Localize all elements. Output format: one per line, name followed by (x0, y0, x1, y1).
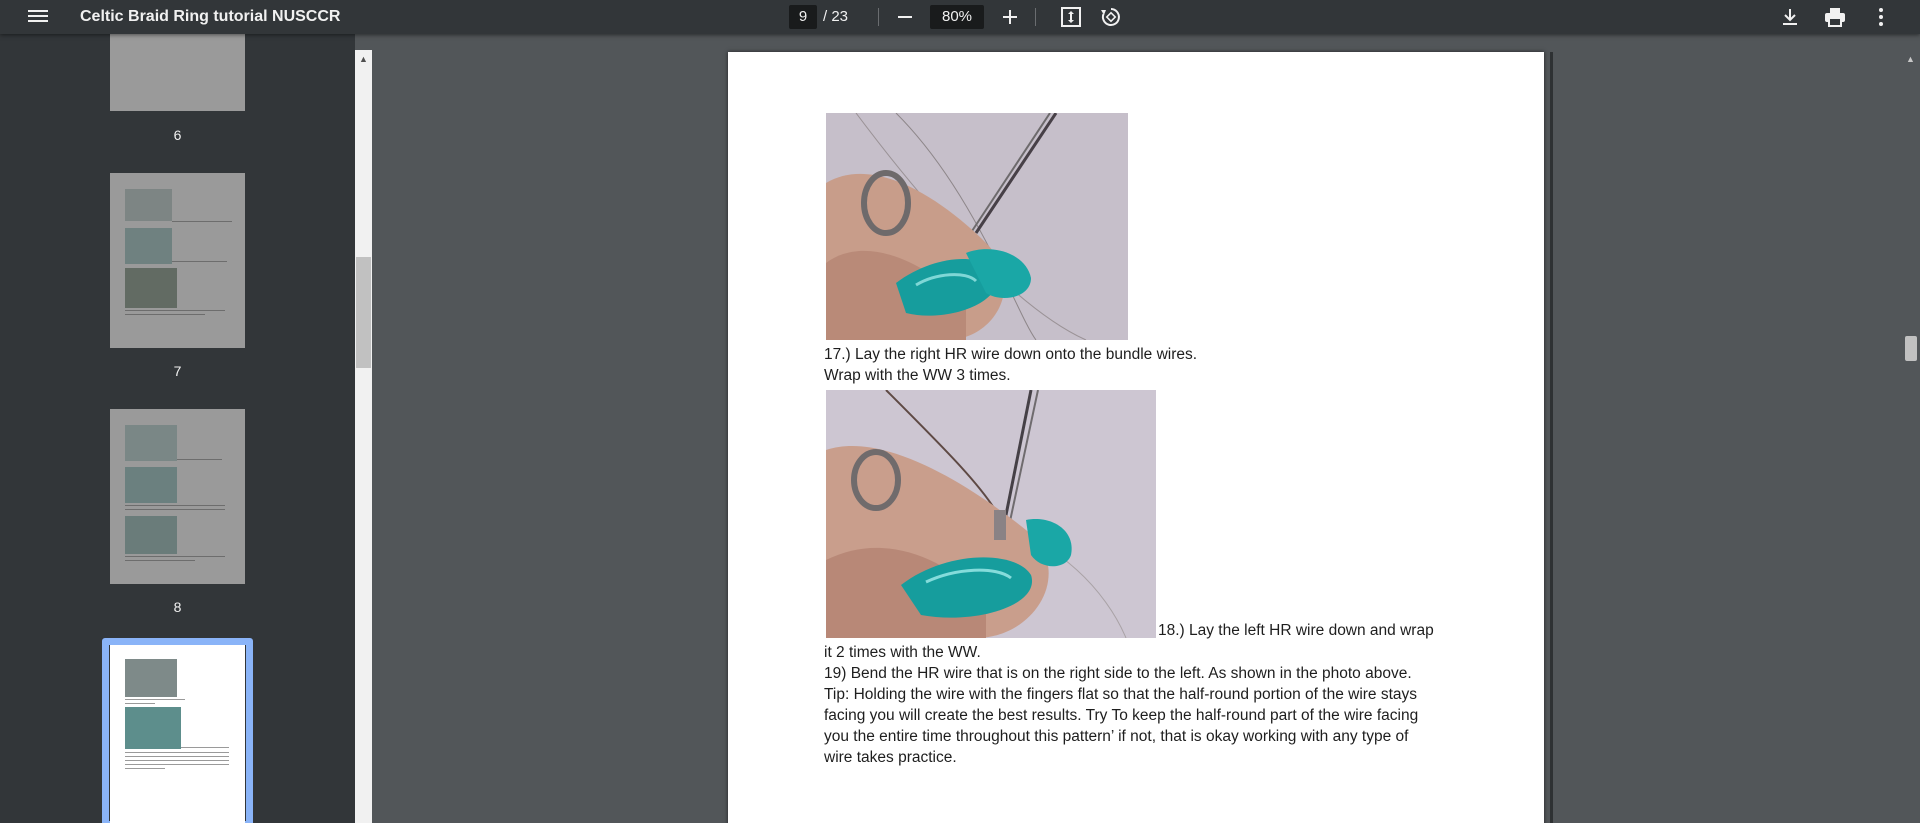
print-icon[interactable] (1822, 4, 1848, 30)
tip-text-1: Tip: Holding the wire with the fingers flat so that the half-round portion of the wire stays (824, 686, 1418, 703)
tip-text-3: you the entire time throughout this pattern’ if not, that is okay working with any type of (824, 728, 1409, 745)
rotate-icon[interactable] (1098, 4, 1124, 30)
menu-icon[interactable] (28, 7, 50, 27)
tip-text-2: facing you will create the best results. Try To keep the half-round part of the wire facing (824, 707, 1419, 724)
zoom-level-input[interactable]: 80% (930, 5, 984, 29)
step-17-text: 17.) Lay the right HR wire down onto the bundle wires. (824, 346, 1198, 363)
thumbnail-page-7[interactable] (110, 173, 245, 348)
download-icon[interactable] (1777, 4, 1803, 30)
sidebar-scroll-thumb[interactable] (356, 257, 371, 368)
step-18-text-2: it 2 times with the WW. (824, 644, 981, 661)
viewer-scrollbar[interactable] (1901, 50, 1920, 823)
tutorial-photo-step-18 (826, 390, 1156, 638)
thumbnail-label: 8 (173, 599, 182, 615)
toolbar-divider (1035, 8, 1036, 26)
sidebar-scrollbar[interactable] (355, 50, 372, 823)
step-17-text-2: Wrap with the WW 3 times. (824, 367, 1011, 384)
step-19-text: 19) Bend the HR wire that is on the right side to the left. As shown in the photo above. (824, 665, 1412, 682)
document-title: Celtic Braid Ring tutorial NUSCCR (80, 8, 341, 25)
document-viewer (372, 34, 1920, 823)
toolbar-divider (878, 8, 879, 26)
thumbnail-label: 6 (173, 127, 182, 143)
fit-page-icon[interactable] (1058, 4, 1084, 30)
pdf-page (728, 52, 1544, 823)
viewer-scroll-thumb[interactable] (1905, 336, 1917, 361)
tutorial-photo-step-17 (826, 113, 1128, 340)
step-18-text: 18.) Lay the left HR wire down and wrap (1158, 622, 1434, 639)
page-number-input[interactable]: 9 (789, 5, 817, 29)
thumbnail-page-6[interactable] (110, 34, 245, 111)
scroll-up-arrow-icon[interactable]: ▲ (1906, 53, 1915, 64)
scroll-up-arrow-icon[interactable]: ▲ (359, 53, 368, 64)
thumbnail-page-9[interactable] (110, 645, 245, 823)
more-vert-icon[interactable] (1868, 4, 1894, 30)
page-total: / 23 (823, 8, 849, 25)
tip-text-4: wire takes practice. (824, 749, 957, 766)
page-edge-shadow (1550, 52, 1553, 823)
thumbnail-page-8[interactable] (110, 409, 245, 584)
thumbnail-sidebar (0, 34, 355, 823)
zoom-in-icon[interactable] (997, 4, 1023, 30)
pdf-toolbar (0, 0, 1920, 34)
zoom-out-icon[interactable] (892, 4, 918, 30)
thumbnail-label: 7 (173, 363, 182, 379)
